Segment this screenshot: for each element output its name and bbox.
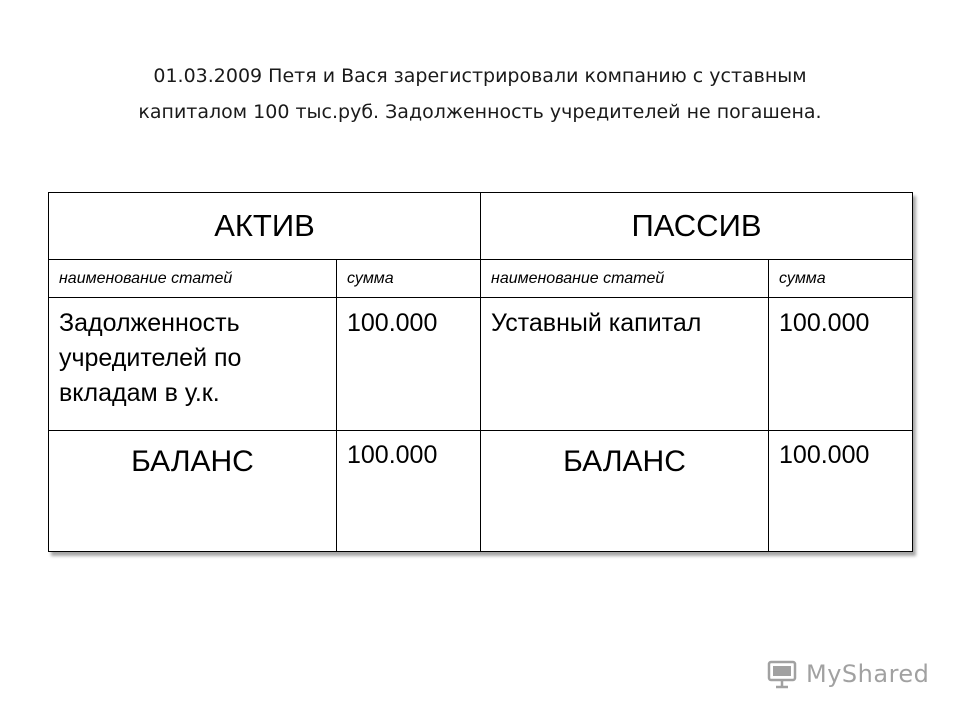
balance-sheet-table (48, 192, 913, 552)
watermark-text: MyShared (806, 660, 930, 688)
balance-total-row (49, 431, 913, 552)
slide-title (60, 58, 900, 130)
table-header-row (49, 193, 913, 260)
asset-sum-cell: 100.000 (337, 298, 481, 431)
table-subheader-row (49, 260, 913, 298)
myshared-watermark (766, 656, 929, 692)
title-line-1: 01.03.2009 Петя и Вася зарегистрировали компанию с уставным (153, 65, 807, 87)
asset-item-name-subheader: наименование статей (49, 260, 337, 298)
presentation-board-icon (766, 658, 798, 690)
liability-item-name-subheader: наименование статей (481, 260, 769, 298)
table-row (49, 298, 913, 431)
liability-balance-label: БАЛАНС (481, 431, 769, 552)
asset-balance-label: БАЛАНС (49, 431, 337, 552)
liability-sum-cell: 100.000 (769, 298, 913, 431)
liability-item-cell: Уставный капитал (481, 298, 769, 431)
asset-balance-sum: 100.000 (337, 431, 481, 552)
asset-sum-subheader: сумма (337, 260, 481, 298)
title-line-2: капиталом 100 тыс.руб. Задолженность учредителей не погашена. (138, 101, 822, 123)
asset-header: АКТИВ (49, 193, 481, 260)
liability-sum-subheader: сумма (769, 260, 913, 298)
liability-header: ПАССИВ (481, 193, 913, 260)
asset-item-cell: Задолженность учредителей по вкладам в у.к. (49, 298, 337, 431)
liability-balance-sum: 100.000 (769, 431, 913, 552)
